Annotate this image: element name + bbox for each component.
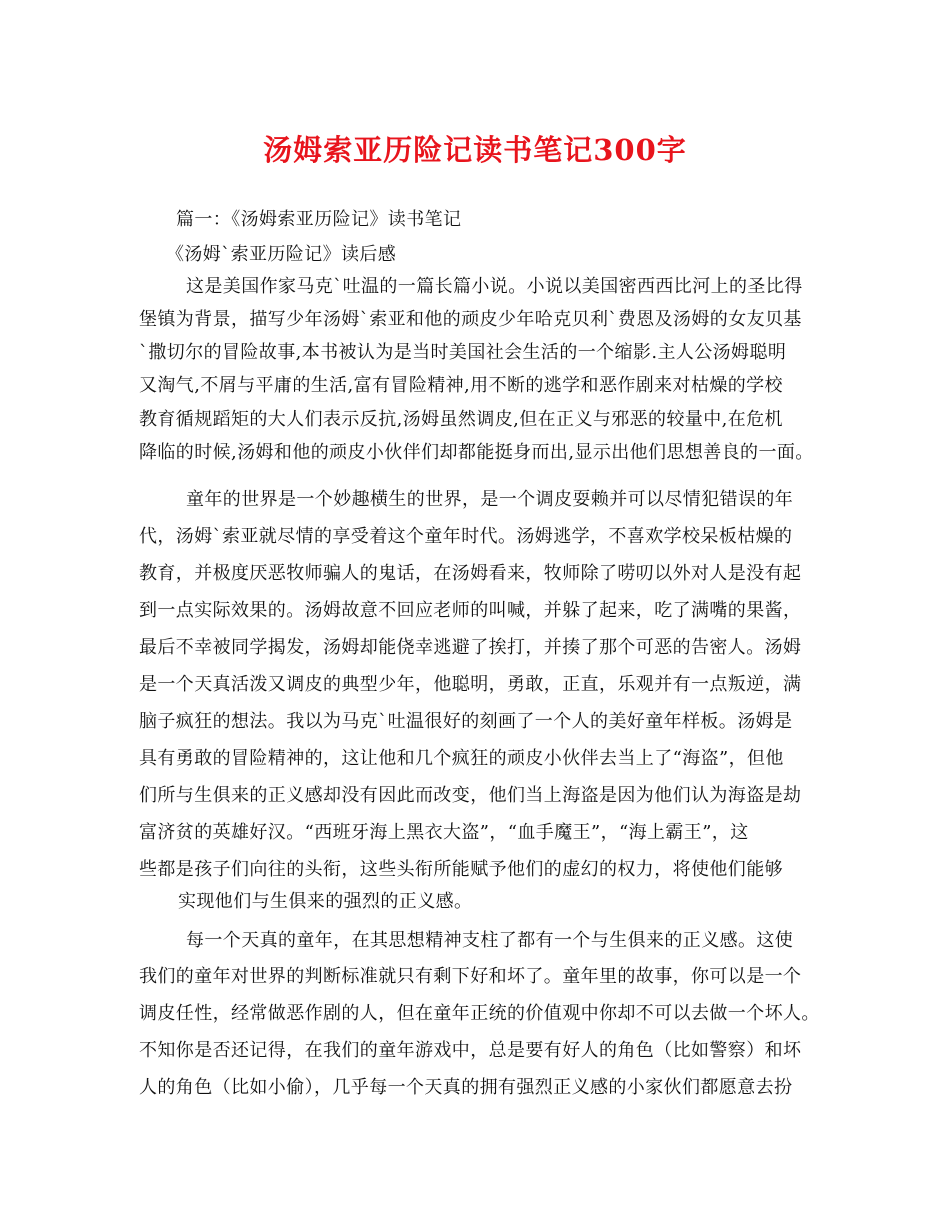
paragraph-line: 具有勇敢的冒险精神的，这让他和几个疯狂的顽皮小伙伴去当上了“海盗”，但他	[139, 748, 784, 769]
paragraph-line: 们所与生俱来的正义感却没有因此而改变，他们当上海盗是因为他们认为海盗是劫	[139, 785, 802, 806]
paragraph-line: 些都是孩子们向往的头衔，这些头衔所能赋予他们的虚幻的权力，将使他们能够	[139, 859, 783, 880]
paragraph-line: 教育，并极度厌恶牧师骗人的鬼话，在汤姆看来，牧师除了唠叨以外对人是没有起	[139, 563, 802, 584]
paragraph-line: 代，汤姆`索亚就尽情的享受着这个童年时代。汤姆逃学，不喜欢学校呆板枯燥的	[139, 526, 793, 547]
paragraph-line: 是一个天真活泼又调皮的典型少年，他聪明，勇敢，正直，乐观并有一点叛逆，满	[139, 674, 802, 695]
paragraph-line: `撒切尔的冒险故事,本书被认为是当时美国社会生活的一个缩影.主人公汤姆聪明	[139, 342, 787, 363]
paragraph-line: 又淘气,不屑与平庸的生活,富有冒险精神,用不断的逃学和恶作剧来对枯燥的学校	[139, 375, 783, 396]
paragraph-line: 降临的时候,汤姆和他的顽皮小伙伴们却都能挺身而出,显示出他们思想善良的一面。	[139, 442, 814, 463]
paragraph-line: 脑子疯狂的想法。我以为马克`吐温很好的刻画了一个人的美好童年样板。汤姆是	[139, 711, 793, 732]
paragraph-line: 最后不幸被同学揭发，汤姆却能侥幸逃避了挨打，并揍了那个可恶的告密人。汤姆	[139, 637, 802, 658]
paragraph-line: 每一个天真的童年，在其思想精神支柱了都有一个与生俱来的正义感。这使	[186, 930, 794, 951]
paragraph-line: 不知你是否还记得，在我们的童年游戏中，总是要有好人的角色（比如警察）和坏	[139, 1040, 802, 1061]
paragraph-line: 富济贫的英雄好汉。“西班牙海上黑衣大盗”，“血手魔王”，“海上霸王”，这	[139, 822, 749, 843]
paragraph-line: 实现他们与生俱来的强烈的正义感。	[178, 891, 473, 912]
paragraph-line: 我们的童年对世界的判断标准就只有剩下好和坏了。童年里的故事，你可以是一个	[139, 966, 802, 987]
paragraph-line: 堡镇为背景，描写少年汤姆`索亚和他的顽皮少年哈克贝利`费恩及汤姆的女友贝基	[139, 309, 802, 330]
paragraph-line: 教育循规蹈矩的大人们表示反抗,汤姆虽然调皮,但在正义与邪恶的较量中,在危机	[139, 409, 783, 430]
section-heading: 篇一：《汤姆索亚历险记》读书笔记	[176, 209, 462, 230]
paragraph-line: 这是美国作家马克`吐温的一篇长篇小说。小说以美国密西西比河上的圣比得	[186, 276, 803, 297]
document-title: 汤姆索亚历险记读书笔记300字	[263, 133, 687, 167]
paragraph-line: 调皮任性，经常做恶作剧的人，但在童年正统的价值观中你却不可以去做一个坏人。	[139, 1003, 820, 1024]
subtitle-line: 《汤姆`索亚历险记》读后感	[166, 244, 397, 265]
paragraph-line: 人的角色（比如小偷），几乎每一个天真的拥有强烈正义感的小家伙们都愿意去扮	[139, 1077, 793, 1098]
paragraph-line: 到一点实际效果的。汤姆故意不回应老师的叫喊，并躲了起来，吃了满嘴的果酱，	[139, 600, 802, 621]
paragraph-line: 童年的世界是一个妙趣横生的世界，是一个调皮耍赖并可以尽情犯错误的年	[186, 489, 794, 510]
